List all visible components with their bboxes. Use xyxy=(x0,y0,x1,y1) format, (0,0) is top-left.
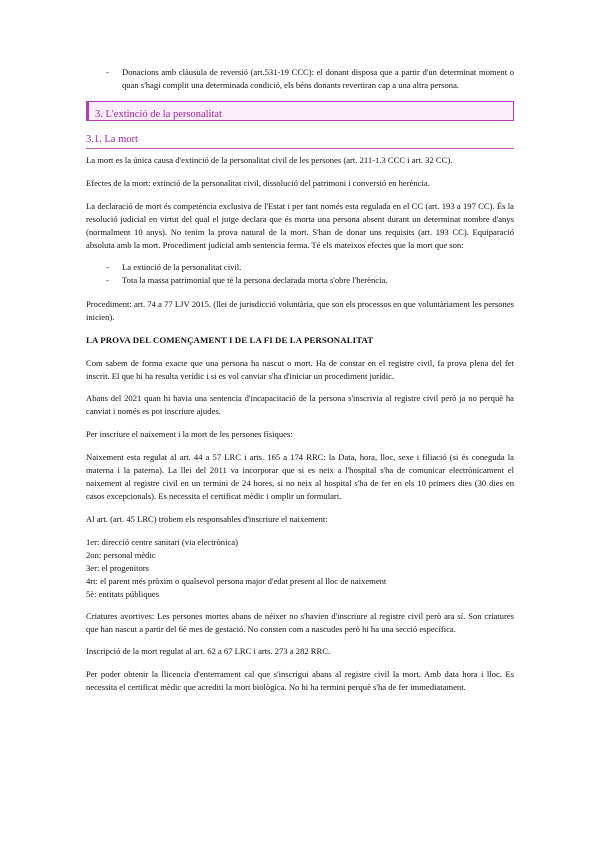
section-heading-box xyxy=(86,101,514,121)
page-content xyxy=(86,66,514,694)
list-item xyxy=(86,274,514,287)
list-dash: - xyxy=(106,67,109,77)
paragraph: Efectes de la mort: extinció de la personalitat civil, dissolució del patrimoni i conversió en herència. xyxy=(86,178,430,188)
top-dash-list xyxy=(86,66,514,92)
list-line: 3er: el progenitors xyxy=(86,563,150,573)
responsables-list xyxy=(86,536,514,601)
paragraph: Per inscriure el naixement i la mort de les persones físiques: xyxy=(86,429,293,439)
paragraph: Abans del 2021 quan hi havia una sentencia d'incapacitació de la persona s'inscrivia al registre civil però ja no perquè ha canviat i només es pot inscriure ajudes. xyxy=(86,393,514,416)
paragraph: Per poder obtenir la llicencia d'enterrament cal que s'inscrigui abans al registre civil la mort. Amb data hora i lloc. Es necessita el certificat mèdic que acrediti la mort biològica. No hi ha termini perquè s'ha de fer immediatament. xyxy=(86,669,514,692)
paragraph: Criatures avortives: Les persones mortes abans de néixer no s'havien d'inscriure al registre civil però ara sí. Son criatures que han nascut a partir del 6è mes de gestació. No consten com a nascudes però hi ha una secció específica. xyxy=(86,611,514,634)
paragraph: La mort es la única causa d'extinció de la personalitat civil de les persones (art. 211-1.3 CCC i art. 32 CC). xyxy=(86,155,453,165)
list-line: 2on: personal mèdic xyxy=(86,550,156,560)
list-line: 4rt: el parent més pròxim o qualsevol persona major d'edat present al lloc de naixement xyxy=(86,576,387,586)
list-line: 5è: entitats públiques xyxy=(86,589,160,599)
section-heading: 3. L'extinció de la personalitat xyxy=(95,109,222,120)
subsection-heading: 3.1. La mort xyxy=(86,134,138,145)
list-item xyxy=(86,66,514,92)
bold-heading: LA PROVA DEL COMENÇAMENT I DE LA FI DE LA PERSONALITAT xyxy=(86,335,374,345)
paragraph: Com sabem de forma exacte que una persona ha nascut o mort. Ha de constar en el registre civil, fa prova plena del fet inscrit. El que hi ha resulta verídic i si es vol canviar s'ha d'iniciar un procediment jurídic. xyxy=(86,358,514,381)
list-item-text: Donacions amb clàusula de reversió (art.531-19 CCC): el donant disposa que a partir d'un determinat moment o quan s'hagi complit una determinada condició, els béns donants revertiran cap a una altra persona. xyxy=(122,67,514,90)
paragraph: Procediment: art. 74 a 77 LJV 2015. (llei de jurisdicció voluntària, que son els processos en que voluntàriament les persones inicien). xyxy=(86,299,514,322)
paragraph: Al art. (art. 45 LRC) trobem els responsables d'inscriure el naixement: xyxy=(86,514,328,524)
subsection-heading-box xyxy=(86,129,514,149)
list-line: 1er: direcció centre sanitari (via electrònica) xyxy=(86,537,238,547)
list-item-text: La extinció de la personalitat civil. xyxy=(122,262,242,272)
effects-list xyxy=(86,261,514,287)
list-item-text: Tota la massa patrimonial que té la persona declarada morta s'obre l'herència. xyxy=(122,275,388,285)
list-dash: - xyxy=(106,275,109,285)
list-dash: - xyxy=(106,262,109,272)
paragraph: Naixement esta regulat al art. 44 a 57 LRC i arts. 165 a 174 RRC: la Data, hora, lloc, sexe i filiació (si és coneguda la materna i la paterna). La llei del 2011 va incorporar que si es neix a l'hospital s'ha de comunicar electrònicament el naixement al registre civil en un termini de 24 hores, si no neix al hospital s'ha de fer en els 10 primers dies (30 dies en casos excepcionals). Es necessita el certificat mèdic i omplir un formulari. xyxy=(86,452,514,501)
paragraph: La declaració de mort és competència exclusiva de l'Estat i per tant només esta regulada en el CC (art. 193 a 197 CC). És la resolució judicial en virtut del qual el jutge declara que és morta una persona absent durant un determinat nombre d'anys (normalment 10 anys). No tenim la prova natural de la mort. S'han de donar uns requisits (art. 193 CC). Equiparació absoluta amb la mort. Procediment judicial amb sentencia ferma. Té els mateixos efectes que la mort que son: xyxy=(86,201,514,250)
list-item xyxy=(86,261,514,274)
paragraph: Inscripció de la mort regulat al art. 62 a 67 LRC i arts. 273 a 282 RRC. xyxy=(86,646,331,656)
